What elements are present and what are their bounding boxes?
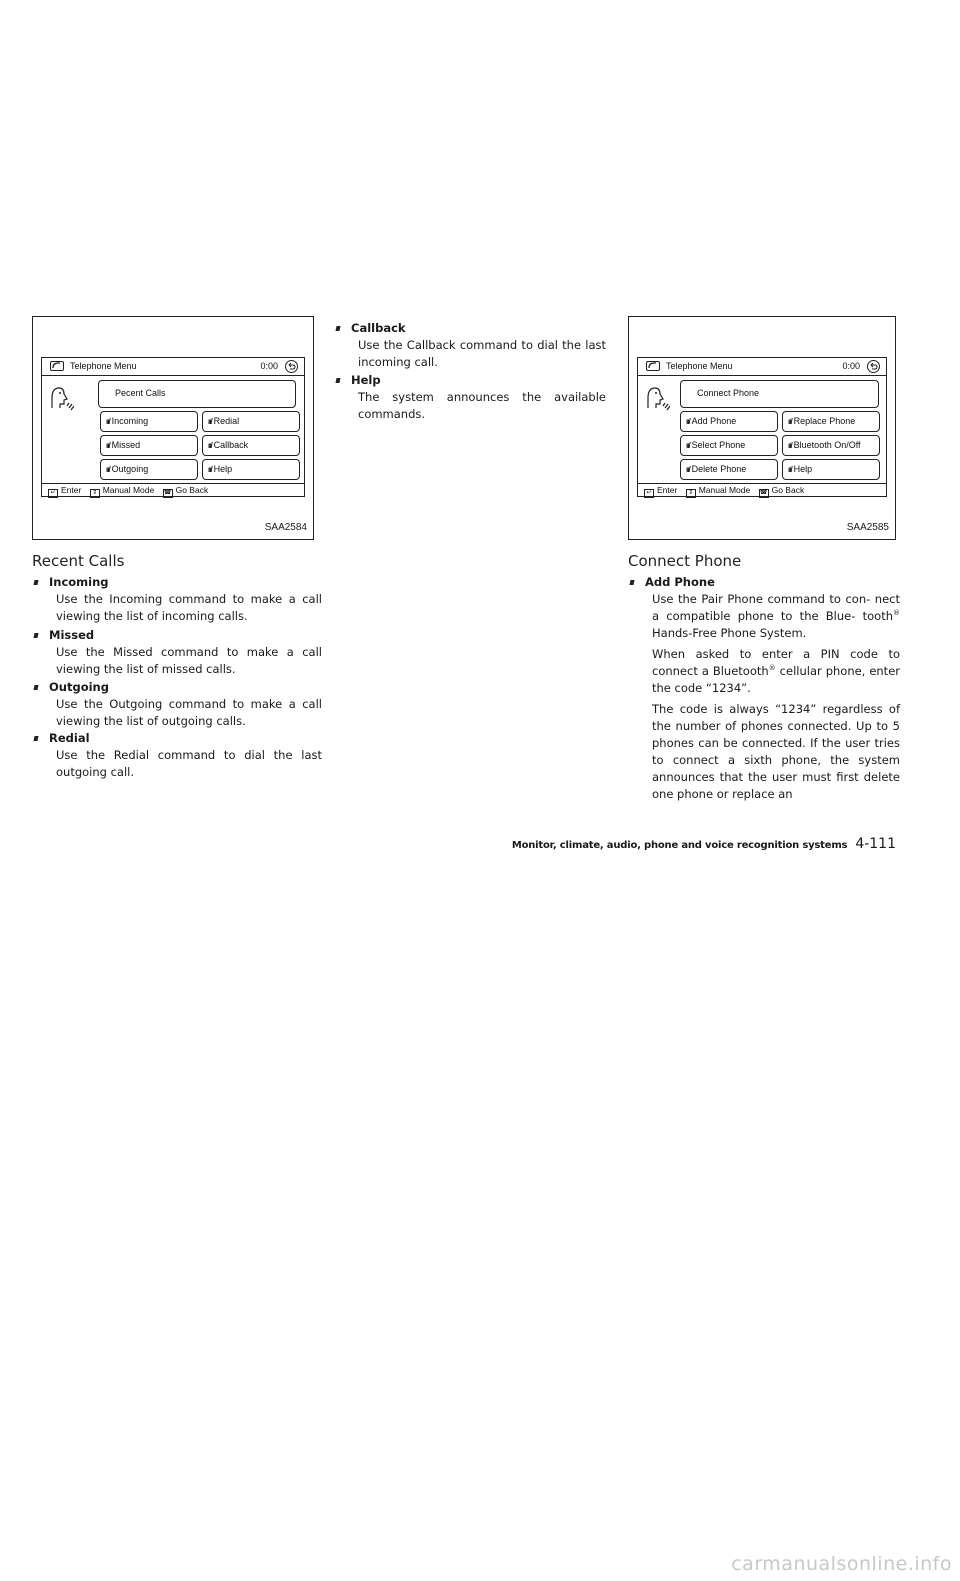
page-footer bbox=[512, 833, 896, 852]
voice-icon: ıı/ bbox=[686, 441, 690, 450]
list-item bbox=[334, 372, 606, 423]
voice-icon: ıı/ bbox=[106, 465, 110, 474]
dial-key-icon: ⇕ bbox=[686, 489, 696, 498]
item-heading: Help bbox=[334, 372, 606, 389]
btn-incoming: ıı/ Incoming bbox=[100, 411, 198, 432]
item-body: The system announces the available commands. bbox=[358, 390, 606, 421]
enter-key-icon: ↵ bbox=[644, 489, 654, 498]
item-heading: Redial bbox=[32, 730, 322, 747]
screen-title-bar bbox=[42, 358, 304, 376]
voice-face-icon bbox=[644, 384, 670, 414]
item-body: Use the Missed command to make a call viewing the list of missed calls. bbox=[56, 645, 322, 676]
item-body: Use the Pair Phone command to con- nect a compatible phone to the Blue- tooth® Hands-Free Phone System. When asked to enter a PIN code to connect a Bluetooth® cellular phone, enter the code “1234”. The code is always “1234” regardless of the number of phones connected. Up to 5 phones can be connected. If the user tries to connect a sixth phone, the system announces that the user must first delete one phone or replace an bbox=[652, 592, 900, 801]
figure-code: SAA2585 bbox=[846, 522, 889, 533]
btn-help: ıı/ Help bbox=[782, 459, 880, 480]
voice-icon: ıı/ bbox=[788, 465, 792, 474]
phone-icon bbox=[646, 361, 660, 371]
item-body: Use the Incoming command to make a call viewing the list of incoming calls. bbox=[56, 592, 322, 623]
item-heading: Callback bbox=[334, 320, 606, 337]
btn-bluetooth: ıı/ Bluetooth On/Off bbox=[782, 435, 880, 456]
enter-key-icon: ↵ bbox=[48, 489, 58, 498]
voice-face-icon bbox=[48, 384, 74, 414]
list-item bbox=[32, 574, 322, 625]
phone-key-icon: ☎ bbox=[759, 490, 768, 496]
telephone-screen bbox=[41, 357, 305, 497]
btn-missed: ıı/ Missed bbox=[100, 435, 198, 456]
item-body: Use the Redial command to dial the last outgoing call. bbox=[56, 748, 322, 779]
btn-redial: ıı/ Redial bbox=[202, 411, 300, 432]
btn-outgoing: ıı/ Outgoing bbox=[100, 459, 198, 480]
voice-icon: ıı/ bbox=[208, 465, 212, 474]
category-box: Pecent Calls bbox=[98, 380, 296, 408]
btn-help: ıı/ Help bbox=[202, 459, 300, 480]
screen-title-bar bbox=[638, 358, 886, 376]
voice-icon: ıı/ bbox=[788, 441, 792, 450]
back-icon bbox=[867, 360, 880, 373]
list-item bbox=[32, 730, 322, 781]
voice-icon: ıı/ bbox=[106, 441, 110, 450]
btn-add-phone: ıı/ Add Phone bbox=[680, 411, 778, 432]
figure-code: SAA2584 bbox=[264, 522, 307, 533]
item-heading: Add Phone bbox=[628, 574, 900, 591]
dial-key-icon: ⇕ bbox=[90, 489, 100, 498]
item-heading: Incoming bbox=[32, 574, 322, 591]
screen-title: Telephone Menu bbox=[70, 361, 137, 371]
item-body: Use the Outgoing command to make a call viewing the list of outgoing calls. bbox=[56, 697, 322, 728]
screen-time: 0:00 bbox=[842, 361, 860, 371]
watermark: carmanualsonline.info bbox=[731, 1553, 952, 1575]
section-heading-recent-calls: Recent Calls bbox=[32, 552, 125, 570]
btn-delete-phone: ıı/ Delete Phone bbox=[680, 459, 778, 480]
btn-select-phone: ıı/ Select Phone bbox=[680, 435, 778, 456]
screen-footer: ↵ Enter ⇕ Manual Mode ☎ Go Back bbox=[42, 483, 304, 496]
voice-icon: ıı/ bbox=[686, 417, 690, 426]
screen-title: Telephone Menu bbox=[666, 361, 733, 371]
phone-icon bbox=[50, 361, 64, 371]
voice-icon: ıı/ bbox=[208, 441, 212, 450]
btn-replace-phone: ıı/ Replace Phone bbox=[782, 411, 880, 432]
figure-recent-calls bbox=[32, 316, 314, 540]
screen-time: 0:00 bbox=[260, 361, 278, 371]
item-body: Use the Callback command to dial the last incoming call. bbox=[358, 338, 606, 369]
section-heading-connect-phone: Connect Phone bbox=[628, 552, 742, 570]
voice-icon: ıı/ bbox=[788, 417, 792, 426]
phone-key-icon: ☎ bbox=[163, 490, 172, 496]
list-item bbox=[628, 574, 900, 807]
list-item bbox=[334, 320, 606, 371]
screen-footer: ↵ Enter ⇕ Manual Mode ☎ Go Back bbox=[638, 483, 886, 496]
figure-connect-phone bbox=[628, 316, 896, 540]
back-icon bbox=[285, 360, 298, 373]
btn-callback: ıı/ Callback bbox=[202, 435, 300, 456]
list-item bbox=[32, 679, 322, 730]
footer-section-title: Monitor, climate, audio, phone and voice recognition systems bbox=[511, 840, 848, 851]
item-heading: Outgoing bbox=[32, 679, 322, 696]
voice-icon: ıı/ bbox=[686, 465, 690, 474]
page-number: 4-111 bbox=[855, 836, 896, 852]
voice-icon: ıı/ bbox=[208, 417, 212, 426]
telephone-screen bbox=[637, 357, 887, 497]
item-heading: Missed bbox=[32, 627, 322, 644]
voice-icon: ıı/ bbox=[106, 417, 110, 426]
list-item bbox=[32, 627, 322, 678]
category-box: Connect Phone bbox=[680, 380, 879, 408]
